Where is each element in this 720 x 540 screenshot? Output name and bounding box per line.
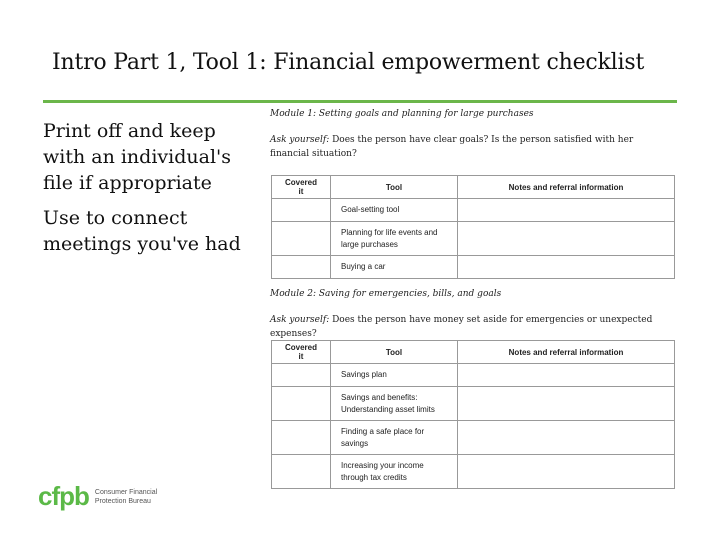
checklist-table: [271, 175, 675, 279]
ask-text: Does the person have money set aside for emergencies or unexpected expenses?: [270, 315, 653, 339]
table-row: [272, 222, 675, 256]
bullet-text: Use to connect meetings you've had: [43, 207, 241, 255]
column-header: Tool: [331, 341, 458, 364]
checklist-table: [271, 340, 675, 489]
table-row: [272, 256, 675, 279]
table-row: [272, 421, 675, 455]
table-row: [272, 387, 675, 421]
tool-cell: Planning for life events and large purchases: [331, 222, 458, 256]
column-header: Covered it: [272, 341, 331, 364]
column-header: Notes and referral information: [458, 341, 675, 364]
tool-cell: Increasing your income through tax credits: [331, 455, 458, 489]
column-header: Notes and referral information: [458, 176, 675, 199]
tool-cell: Savings and benefits: Understanding asset limits: [331, 387, 458, 421]
cfpb-logo: [38, 481, 165, 512]
table-row: [272, 199, 675, 222]
tool-cell: Savings plan: [331, 364, 458, 387]
ask-yourself: [270, 133, 670, 161]
ask-yourself: [270, 313, 670, 341]
ask-label: Ask yourself:: [270, 315, 330, 325]
module-heading: Module 1: Setting goals and planning for large purchases: [270, 109, 534, 119]
ask-label: Ask yourself:: [270, 135, 330, 145]
bullet-text: Print off and keep with an individual's file if appropriate: [43, 120, 231, 194]
module-heading: Module 2: Saving for emergencies, bills, and goals: [270, 289, 502, 299]
column-header: Covered it: [272, 176, 331, 199]
slide-title: Intro Part 1, Tool 1: Financial empowerment checklist: [52, 50, 645, 75]
tool-cell: Finding a safe place for savings: [331, 421, 458, 455]
column-header: Tool: [331, 176, 458, 199]
logo-text: Consumer Financial Protection Bureau: [94, 488, 158, 505]
tool-cell: Goal-setting tool: [331, 199, 458, 222]
table-row: [272, 364, 675, 387]
ask-text: Does the person have clear goals? Is the person satisfied with her financial situation?: [270, 135, 634, 159]
title-divider: [43, 100, 677, 103]
tool-cell: Buying a car: [331, 256, 458, 279]
table-row: [272, 455, 675, 489]
logo-mark: cfpb: [38, 481, 89, 511]
